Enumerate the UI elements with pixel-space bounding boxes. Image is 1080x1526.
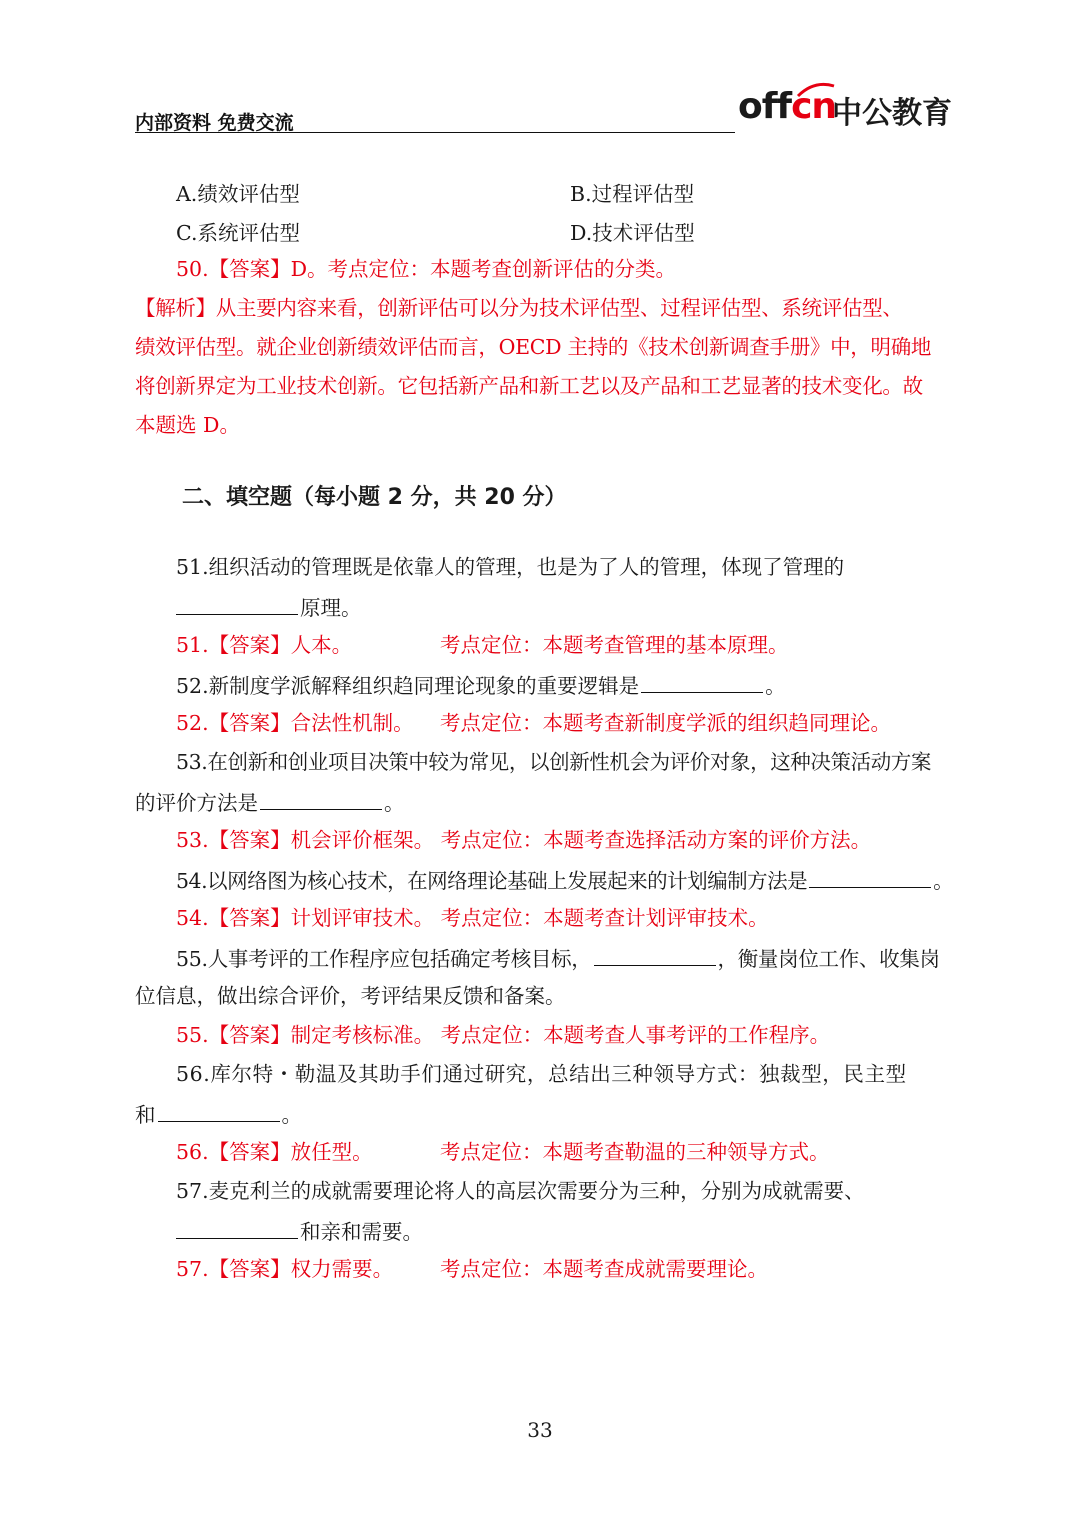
fill-blank[interactable] <box>641 670 763 693</box>
q54-answer: 54.【答案】计划评审技术。 考点定位：本题考查计划评审技术。 <box>176 906 769 930</box>
q51-locator: 考点定位：本题考查管理的基本原理。 <box>440 633 789 657</box>
q56-locator: 考点定位：本题考查勒温的三种领导方式。 <box>440 1140 830 1164</box>
q53-line-1: 53.在创新和创业项目决策中较为常见，以创新性机会为评价对象，这种决策活动方案 <box>176 750 931 774</box>
q55-text: 55.人事考评的工作程序应包括确定考核目标， <box>176 947 592 971</box>
fill-blank[interactable] <box>158 1099 280 1122</box>
q51-answer-text: 51.【答案】人本。 <box>176 633 353 657</box>
q57-answer: 57.【答案】权力需要。 <box>176 1257 394 1281</box>
header-rule <box>135 132 735 133</box>
logo-swoosh-icon <box>796 82 836 100</box>
q57-line-1: 57.麦克利兰的成就需要理论将人的高层次需要分为三种，分别为成就需要、 <box>176 1179 865 1203</box>
q53-answer: 53.【答案】机会评价框架。 考点定位：本题考查选择活动方案的评价方法。 <box>176 828 872 852</box>
q56-answer: 56.【答案】放任型。 <box>176 1140 373 1164</box>
page-number: 33 <box>527 1418 553 1442</box>
fill-blank[interactable] <box>176 592 298 615</box>
q50-option-c: C.系统评估型 <box>176 221 300 245</box>
q55-line-1 <box>176 943 940 973</box>
q54-tail: 。 <box>933 869 954 893</box>
q51-line-2 <box>176 592 362 622</box>
q55-answer: 55.【答案】制定考核标准。 考点定位：本题考查人事考评的工作程序。 <box>176 1023 831 1047</box>
q50-option-b: B.过程评估型 <box>570 182 695 206</box>
q50-option-d: D.技术评估型 <box>570 221 695 245</box>
fill-blank[interactable] <box>809 865 931 888</box>
q53-tail: 。 <box>384 791 405 815</box>
q56-tail: 。 <box>281 1103 302 1127</box>
q57-tail: 和亲和需要。 <box>300 1220 423 1244</box>
q51-tail: 原理。 <box>300 596 362 620</box>
q55-line-2: 位信息，做出综合评价，考评结果反馈和备案。 <box>135 984 566 1008</box>
q52-locator: 考点定位：本题考查新制度学派的组织趋同理论。 <box>440 711 891 735</box>
q50-option-a: A.绩效评估型 <box>176 182 300 206</box>
q52-tail: 。 <box>765 674 786 698</box>
q51-line-1: 51.组织活动的管理既是依靠人的管理，也是为了人的管理，体现了管理的 <box>176 555 845 579</box>
q57-locator: 考点定位：本题考查成就需要理论。 <box>440 1257 768 1281</box>
q50-analysis-line-4: 本题选 D。 <box>135 413 240 437</box>
q53-line-2 <box>135 787 405 817</box>
q53-text: 的评价方法是 <box>135 791 258 815</box>
q50-analysis-line-1: 【解析】从主要内容来看，创新评估可以分为技术评估型、过程评估型、系统评估型、 <box>135 296 903 320</box>
fill-blank[interactable] <box>594 943 716 966</box>
header-label: 内部资料 免费交流 <box>135 112 294 134</box>
q52-line-1 <box>176 670 786 700</box>
offcn-logo <box>738 86 958 136</box>
section-title: 二、填空题（每小题 2 分，共 20 分） <box>182 485 567 510</box>
fill-blank[interactable] <box>176 1216 298 1239</box>
q56-text: 和 <box>135 1103 156 1127</box>
q52-answer: 52.【答案】合法性机制。 <box>176 711 414 735</box>
q56-line-2 <box>135 1099 302 1129</box>
q54-line-1 <box>176 865 953 895</box>
q50-analysis-line-2: 绩效评估型。就企业创新绩效评估而言，OECD 主持的《技术创新调查手册》中，明确地 <box>135 335 932 359</box>
q55-text-2: ，衡量岗位工作、收集岗 <box>717 947 940 971</box>
logo-latin-b: cn <box>791 86 837 127</box>
q52-text: 52.新制度学派解释组织趋同理论现象的重要逻辑是 <box>176 674 640 698</box>
logo-cn: 中公教育 <box>832 96 952 131</box>
q54-text: 54.以网络图为核心技术，在网络理论基础上发展起来的计划编制方法是 <box>176 869 808 893</box>
q57-line-2 <box>176 1216 423 1246</box>
q51-answer <box>176 631 352 659</box>
logo-latin-a: off <box>738 86 792 127</box>
q56-line-1: 56.库尔特・勒温及其助手们通过研究，总结出三种领导方式：独裁型，民主型 <box>176 1062 907 1086</box>
fill-blank[interactable] <box>260 787 382 810</box>
q50-answer: 50.【答案】D。考点定位：本题考查创新评估的分类。 <box>176 257 677 281</box>
q50-analysis-line-3: 将创新界定为工业技术创新。它包括新产品和新工艺以及产品和工艺显著的技术变化。故 <box>135 374 923 398</box>
